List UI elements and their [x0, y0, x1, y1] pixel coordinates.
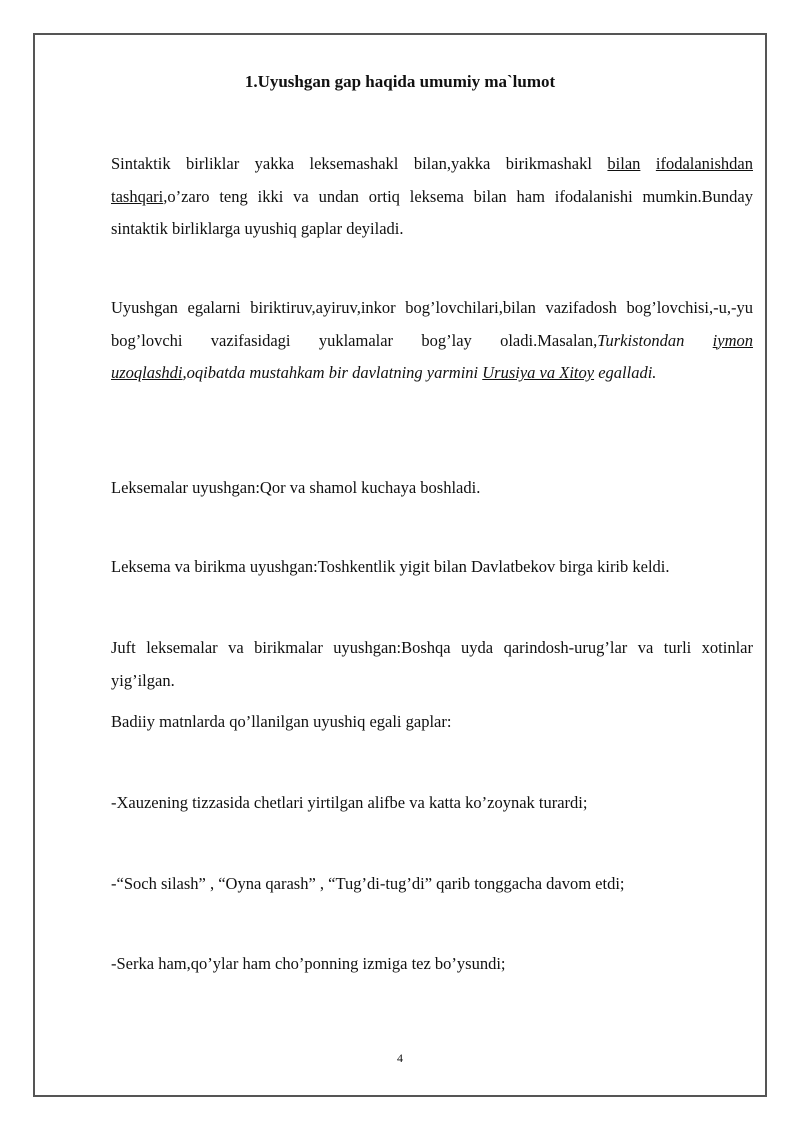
- p2-example-middle: ,oqibatda mustahkam bir davlatning yarmini: [182, 363, 483, 382]
- paragraph-4: Leksema va birikma uyushgan:Toshkentlik yigit bilan Davlatbekov birga kirib keldi.: [111, 557, 670, 576]
- p1-text-e: ,o’zaro teng ikki va undan ortiq leksema bilan ham ifodalanishi mumkin.Bunday sintaktik birliklarga uyushiq gaplar deyiladi.: [111, 186, 753, 238]
- p1-text-a: Sintaktik birliklar yakka leksemashakl bilan,yakka birikmashakl: [111, 154, 608, 173]
- p1-underlined-bilan: bilan: [607, 154, 641, 173]
- p2-example-end: egalladi.: [594, 363, 657, 382]
- p1-space: [640, 154, 655, 173]
- paragraph-5: Juft leksemalar va birikmalar uyushgan:Boshqa uyda qarindosh-urug’lar va turli xotinlar yig’ilgan.: [111, 638, 753, 690]
- p2-example-underlined-1: iymon uzoqlashdi: [111, 330, 753, 382]
- paragraph-3: Leksemalar uyushgan:Qor va shamol kuchaya boshladi.: [111, 478, 481, 497]
- list-item-2: -“Soch silash” , “Oyna qarash” , “Tug’di-tug’di” qarib tonggacha davom etdi;: [111, 874, 625, 893]
- page-title: 1.Uyushgan gap haqida umumiy ma`lumot: [244, 72, 556, 91]
- p2-example-start: Turkistondan: [597, 330, 713, 350]
- p2-example-underlined-2: Urusiya va Xitoy: [482, 363, 595, 382]
- list-item-1: -Xauzening tizzasida chetlari yirtilgan alifbe va katta ko’zoynak turardi;: [111, 793, 588, 812]
- p2-text-a: Uyushgan egalarni biriktiruv,ayiruv,inkor bog’lovchilari,bilan vazifadosh bog’lovchisi,-u,-yu bog’lovchi vazifasidagi yuklamalar bog’lay oladi.Masalan,: [111, 298, 753, 350]
- paragraph-2: [111, 292, 753, 390]
- paragraph-1: [111, 148, 753, 246]
- p1-underlined-phrase: ifodalanishdan tashqari: [111, 154, 753, 206]
- page-number: 4: [397, 1051, 403, 1065]
- list-item-3: -Serka ham,qo’ylar ham cho’ponning izmiga tez bo’ysundi;: [111, 954, 506, 973]
- paragraph-6: Badiiy matnlarda qo’llanilgan uyushiq egali gaplar:: [111, 712, 452, 731]
